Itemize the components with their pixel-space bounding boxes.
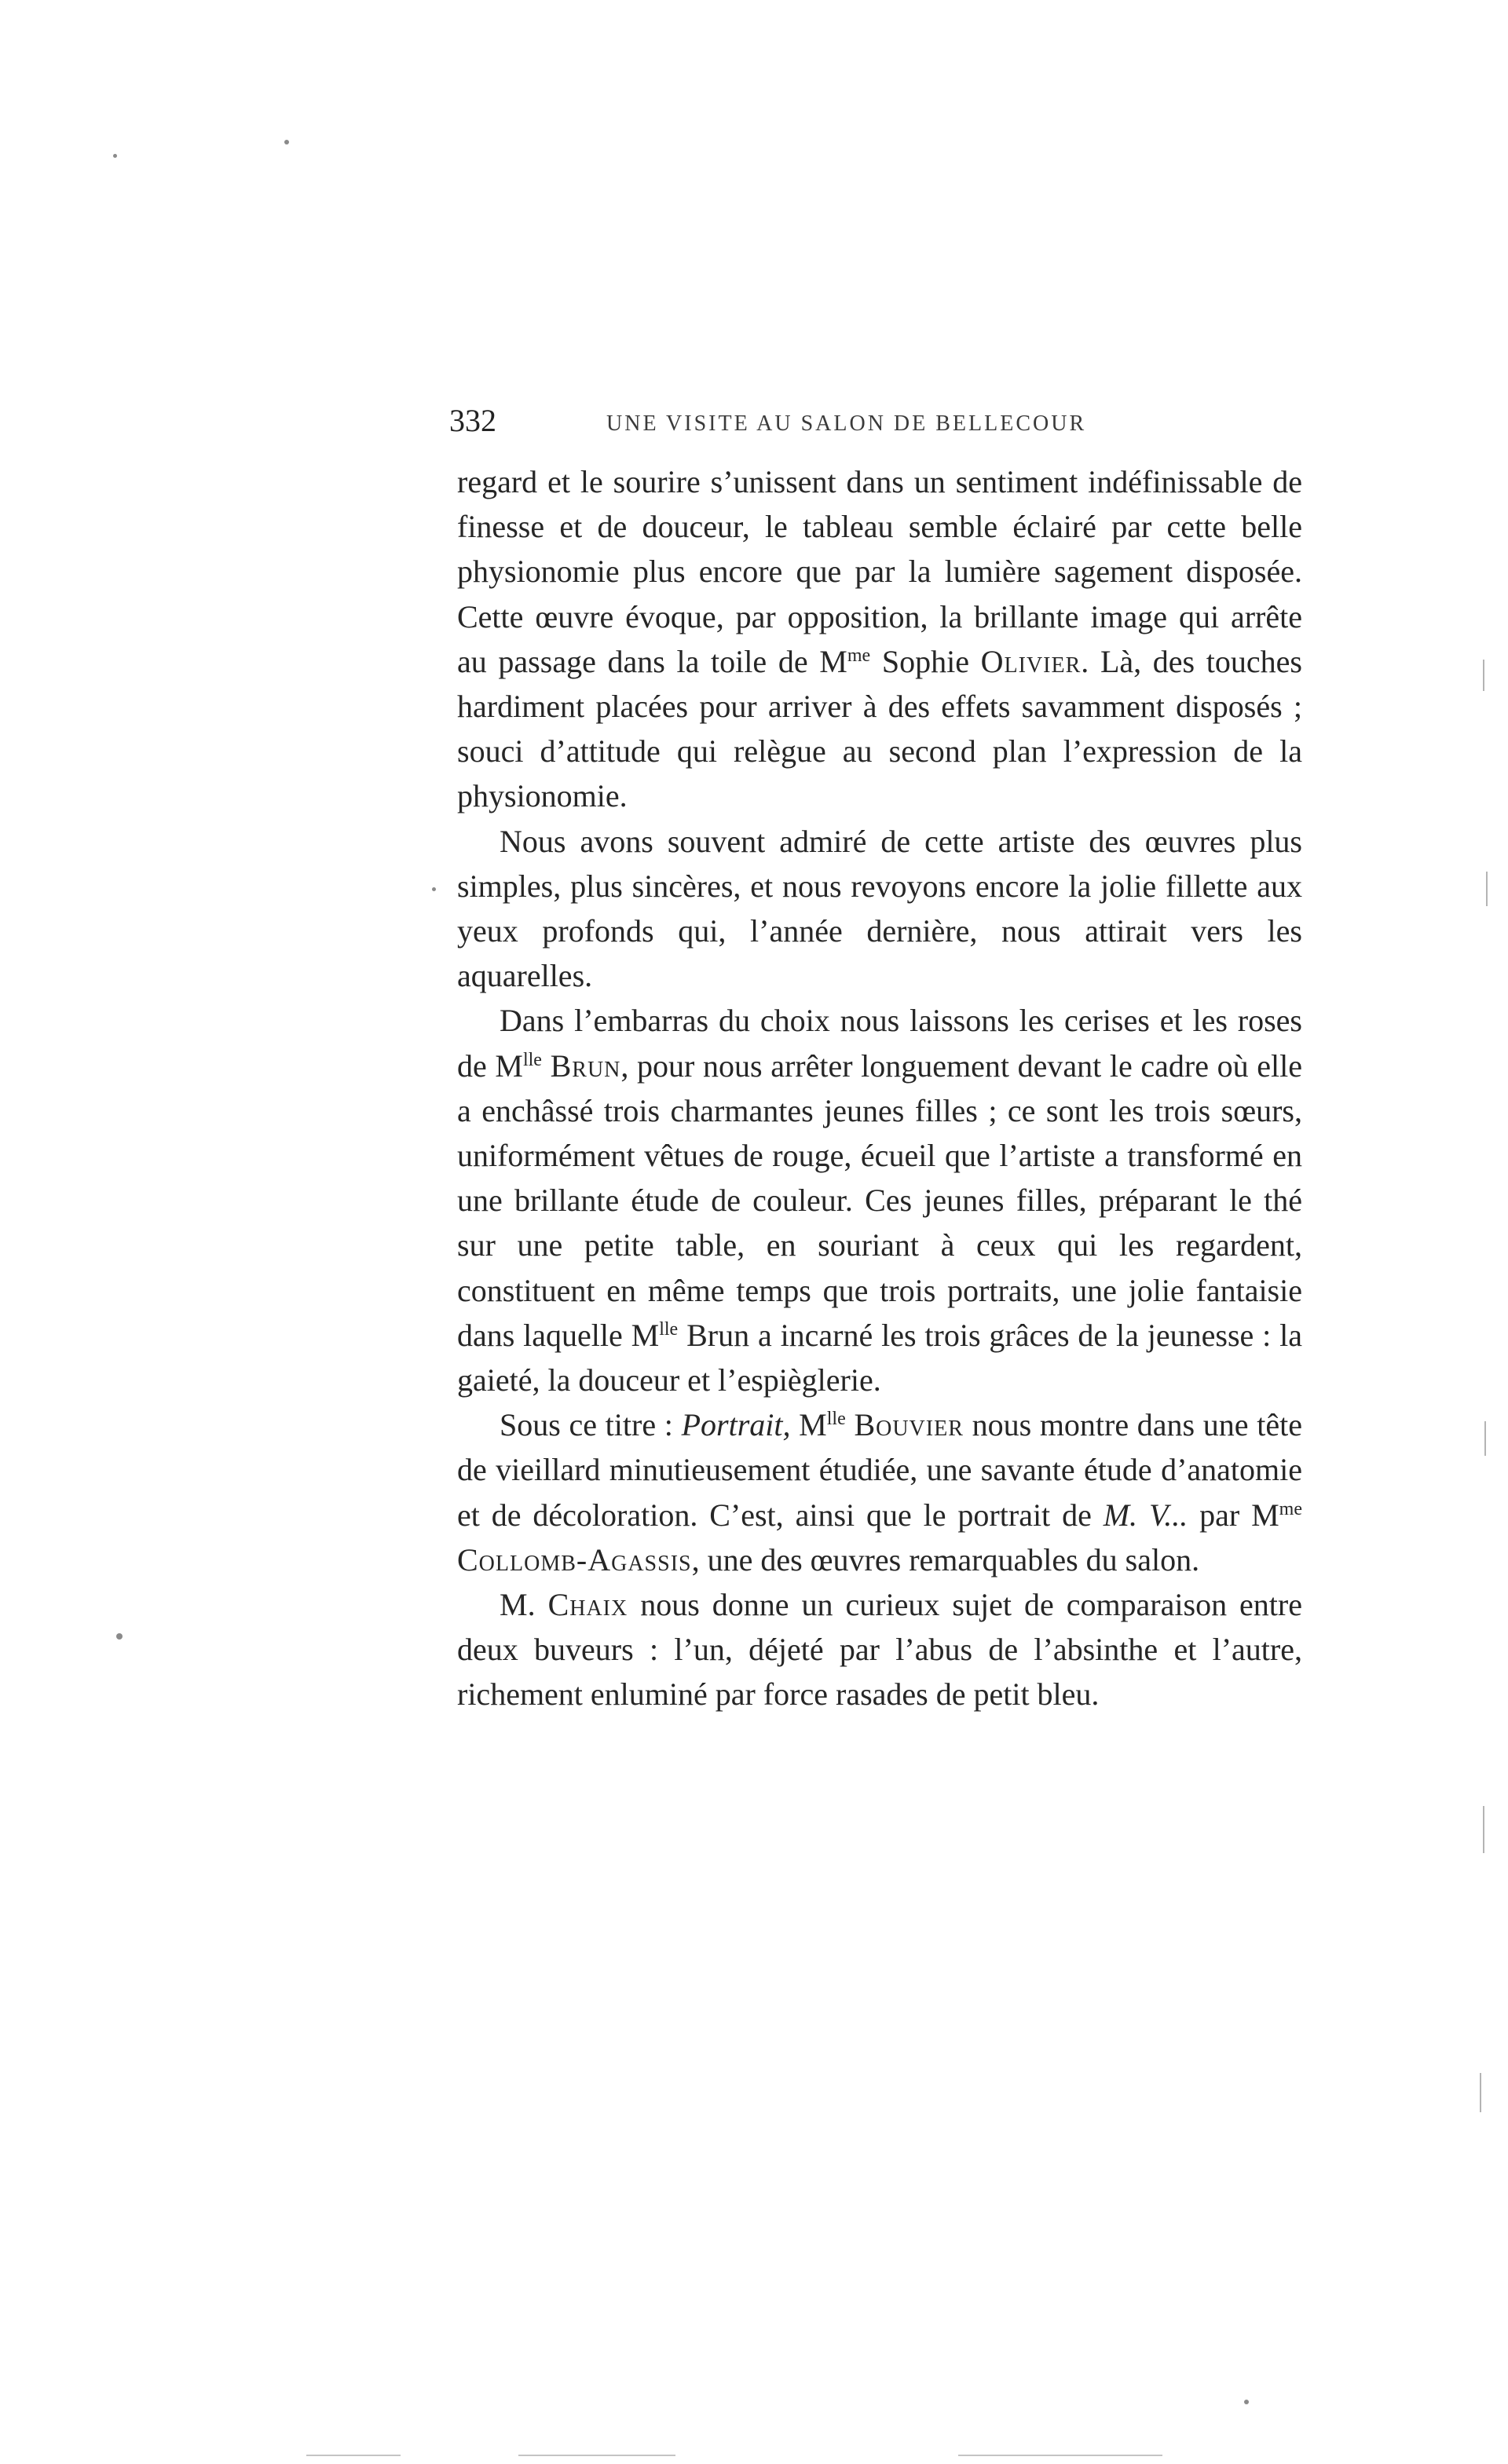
artist-name: Olivier [980, 643, 1082, 679]
superscript: lle [522, 1049, 542, 1070]
scan-bottom-rule [306, 2455, 401, 2456]
paragraph-4 [457, 1402, 1302, 1582]
scan-margin-mark [1486, 872, 1488, 906]
scan-bottom-rule [518, 2455, 675, 2456]
scan-bottom-rule [958, 2455, 1162, 2456]
text-run: , une des œuvres remarquables du salon. [691, 1541, 1200, 1577]
superscript: me [1279, 1498, 1302, 1519]
scan-margin-mark [1483, 660, 1484, 691]
artist-name: Collomb-Agassis [457, 1541, 692, 1577]
text-run: regard et le sourire s’unissent dans un sentiment indéfinissable de finesse et de douceur, le tableau semble éclairé par cette belle physionomie plus encore que par la lumière sagement disposée. Cette œuvre évoque, par opposition, la brillante image qui arrête au passage dans la toile de M [457, 464, 1302, 679]
artwork-title: Portrait, [681, 1407, 791, 1443]
scan-speck [284, 140, 289, 144]
text-run: nous donne un curieux sujet de comparaison entre deux buveurs : l’un, déjeté par l’abus de l’absinthe et l’autre, richement enluminé par force rasades de petit bleu. [457, 1587, 1302, 1713]
scan-margin-mark [1480, 2073, 1481, 2112]
scan-speck [1244, 2400, 1249, 2404]
paragraph-3 [457, 998, 1302, 1402]
text-run: Dans l’embarras du choix nous laissons les cerises et les roses de M [457, 1003, 1302, 1084]
text-run: par M [1188, 1497, 1279, 1533]
text-run: Nous avons souvent admiré de cette artiste des œuvres plus simples, plus sincères, et nous revoyons encore la jolie fillette aux yeux profonds qui, l’année dernière, nous attirait vers les aquarelles. [457, 823, 1302, 994]
text-run [542, 1048, 551, 1084]
paragraph-5 [457, 1582, 1302, 1717]
running-head: UNE VISITE AU SALON DE BELLECOUR [606, 411, 1087, 436]
text-run: M [790, 1407, 827, 1443]
artist-name: Chaix [547, 1587, 628, 1623]
text-run: . Là, des touches hardiment placées pour arriver à des effets savamment disposés ; souci d’attitude qui relègue au second plan l’expression de la physionomie. [457, 643, 1302, 814]
superscript: lle [826, 1409, 846, 1430]
text-run: Sophie [870, 643, 981, 679]
scan-speck [116, 1633, 123, 1640]
text-run: nous montre dans une tête de vieillard minutieusement étudiée, une savante étude d’anatomie et de décoloration. C’est, ainsi que le portrait de [457, 1407, 1302, 1533]
artist-name: Brun [550, 1047, 621, 1084]
paragraph-1 [457, 459, 1302, 819]
scan-margin-mark [1483, 1806, 1484, 1853]
superscript: me [847, 645, 871, 666]
text-run: Sous ce titre : [500, 1407, 682, 1443]
body-text [457, 459, 1302, 1717]
scan-margin-mark [1484, 1421, 1486, 1456]
page-header [449, 399, 1298, 443]
text-run: M. [500, 1587, 548, 1623]
scan-speck [113, 154, 117, 158]
text-run: , pour nous arrêter longuement devant le cadre où elle a enchâssé trois charmantes jeunes filles ; ce sont les trois sœurs, uniformément vêtues de rouge, écueil que l’artiste a transformé en une brillante étude de couleur. Ces jeunes filles, préparant le thé sur une petite table, en souriant à ceux qui les regardent, constituent en même temps que trois portraits, une jolie fantaisie dans laquelle M [457, 1047, 1303, 1353]
text-run [846, 1407, 855, 1442]
page-number: 332 [449, 403, 496, 438]
artist-name: Bouvier [854, 1407, 964, 1443]
scan-speck [432, 887, 436, 891]
text-run: Brun a incarné les trois grâces de la jeunesse : la gaieté, la douceur et l’espièglerie. [457, 1317, 1302, 1398]
paragraph-2 [457, 819, 1302, 999]
artwork-title: M. V... [1103, 1497, 1188, 1533]
superscript: lle [659, 1318, 679, 1340]
